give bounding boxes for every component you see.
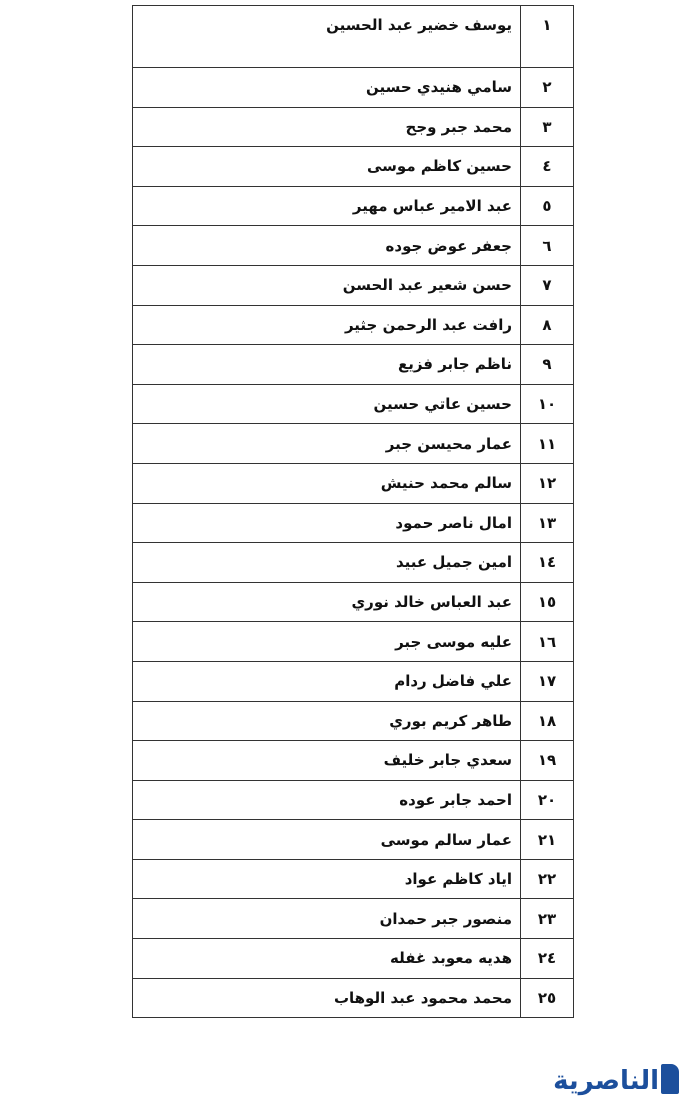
row-name: حسين عاتي حسين — [133, 384, 521, 424]
row-name: عبد الامير عباس مهير — [133, 186, 521, 226]
table-row — [133, 147, 574, 187]
row-number: ١٧ — [521, 661, 574, 701]
table-row — [133, 859, 574, 899]
site-logo — [553, 1064, 679, 1094]
row-number: ٢ — [521, 68, 574, 108]
row-number: ١٨ — [521, 701, 574, 741]
table-row — [133, 661, 574, 701]
table-row — [133, 582, 574, 622]
row-name: سعدي جابر خليف — [133, 741, 521, 781]
table-row — [133, 701, 574, 741]
row-name: حسن شعير عبد الحسن — [133, 265, 521, 305]
table-row — [133, 503, 574, 543]
row-name: محمد محمود عبد الوهاب — [133, 978, 521, 1018]
row-number: ١١ — [521, 424, 574, 464]
row-number: ٦ — [521, 226, 574, 266]
row-name: حسين كاظم موسى — [133, 147, 521, 187]
logo-text: الناصرية — [553, 1066, 659, 1096]
row-name: امال ناصر حمود — [133, 503, 521, 543]
table-row — [133, 543, 574, 583]
table-row — [133, 68, 574, 108]
table-row — [133, 463, 574, 503]
table-row — [133, 820, 574, 860]
row-name: اياد كاظم عواد — [133, 859, 521, 899]
table-row — [133, 622, 574, 662]
row-name: سالم محمد حنيش — [133, 463, 521, 503]
row-name: ناظم جابر فزيع — [133, 345, 521, 385]
row-name: هديه معوبد غفله — [133, 939, 521, 979]
row-name: محمد جبر وجح — [133, 107, 521, 147]
table-row — [133, 107, 574, 147]
table-row — [133, 780, 574, 820]
table-row — [133, 899, 574, 939]
row-name: علي فاضل ردام — [133, 661, 521, 701]
row-name: جعفر عوض جوده — [133, 226, 521, 266]
row-number: ٢١ — [521, 820, 574, 860]
table-row — [133, 186, 574, 226]
table-row — [133, 305, 574, 345]
row-number: ٤ — [521, 147, 574, 187]
table-row — [133, 741, 574, 781]
row-number: ١٠ — [521, 384, 574, 424]
row-number: ٩ — [521, 345, 574, 385]
row-number: ١٣ — [521, 503, 574, 543]
row-number: ٢٣ — [521, 899, 574, 939]
table-row — [133, 939, 574, 979]
row-number: ٧ — [521, 265, 574, 305]
row-name: عليه موسى جبر — [133, 622, 521, 662]
row-name: رافت عبد الرحمن جثير — [133, 305, 521, 345]
row-number: ٢٠ — [521, 780, 574, 820]
row-name: سامي هنيدي حسين — [133, 68, 521, 108]
row-number: ١٢ — [521, 463, 574, 503]
row-number: ٢٥ — [521, 978, 574, 1018]
table-row — [133, 384, 574, 424]
row-name: امين جميل عبيد — [133, 543, 521, 583]
table-row — [133, 424, 574, 464]
row-number: ٣ — [521, 107, 574, 147]
table-row — [133, 265, 574, 305]
table-row — [133, 226, 574, 266]
row-number: ٨ — [521, 305, 574, 345]
row-name: منصور جبر حمدان — [133, 899, 521, 939]
row-number: ٥ — [521, 186, 574, 226]
names-table-body — [133, 6, 574, 1018]
names-table — [132, 5, 574, 1018]
row-number: ١ — [521, 6, 574, 68]
row-name: عمار سالم موسى — [133, 820, 521, 860]
row-number: ١٦ — [521, 622, 574, 662]
table-row — [133, 345, 574, 385]
row-name: يوسف خضير عبد الحسين — [133, 6, 521, 68]
row-number: ١٥ — [521, 582, 574, 622]
row-number: ١٤ — [521, 543, 574, 583]
row-number: ١٩ — [521, 741, 574, 781]
table-row — [133, 6, 574, 68]
row-number: ٢٤ — [521, 939, 574, 979]
row-name: احمد جابر عوده — [133, 780, 521, 820]
table-row — [133, 978, 574, 1018]
row-name: طاهر كريم بوري — [133, 701, 521, 741]
logo-mark-icon — [661, 1064, 679, 1094]
row-name: عبد العباس خالد نوري — [133, 582, 521, 622]
row-name: عمار محيسن جبر — [133, 424, 521, 464]
row-number: ٢٢ — [521, 859, 574, 899]
